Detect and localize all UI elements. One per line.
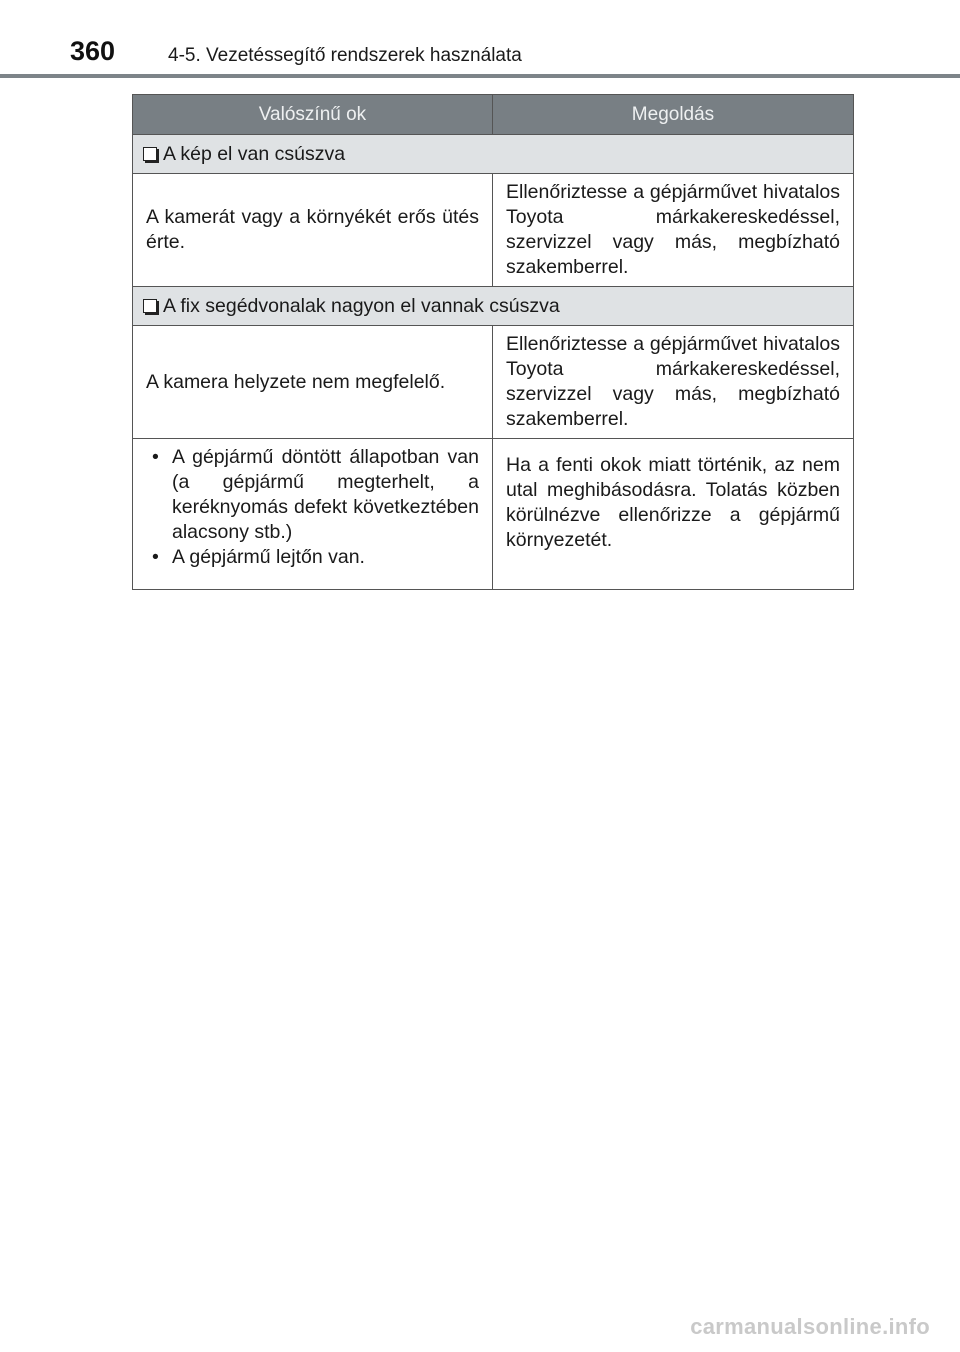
column-header-cause: Valószínű ok (133, 95, 493, 135)
table-row (133, 174, 854, 287)
header-divider (0, 74, 960, 78)
checkbox-bullet-icon (143, 299, 157, 313)
solution-cell: Ellenőriztesse a gépjárművet hivatalos Toyota márkakereskedéssel, szervizzel vagy más, megbízható szakemberrel. (493, 174, 854, 287)
table-row (133, 326, 854, 439)
group-title: A fix segédvonalak nagyon el vannak csúszva (163, 294, 560, 317)
cause-list (146, 445, 479, 570)
solution-cell: Ha a fenti okok miatt történik, az nem utal meghibásodásra. Tolatás közben körülnézve ellenőrizze a gépjármű környezetét. (493, 439, 854, 590)
checkbox-bullet-icon (143, 147, 157, 161)
group-row (133, 135, 854, 174)
table-row (133, 439, 854, 590)
group-title: A kép el van csúszva (163, 142, 346, 165)
list-item: • A gépjármű lejtőn van. (146, 545, 479, 570)
page-header (0, 0, 960, 80)
list-item: • A gépjármű döntött állapotban van (a gépjármű megterhelt, a keréknyomás defekt következtében alacsony stb.) (146, 445, 479, 545)
page-number: 360 (70, 36, 116, 66)
table-header-row (133, 95, 854, 135)
cause-cell: A kamera helyzete nem megfelelő. (133, 326, 493, 439)
cause-cell: A kamerát vagy a környékét erős ütés érte. (133, 174, 493, 287)
solution-cell: Ellenőriztesse a gépjárművet hivatalos Toyota márkakereskedéssel, szervizzel vagy más, megbízható szakemberrel. (493, 326, 854, 439)
group-row (133, 287, 854, 326)
cause-cell (133, 439, 493, 590)
column-header-solution: Megoldás (493, 95, 854, 135)
troubleshooting-table (132, 94, 854, 590)
section-title: 4-5. Vezetéssegítő rendszerek használata (168, 45, 522, 66)
watermark: carmanualsonline.info (690, 1314, 930, 1339)
